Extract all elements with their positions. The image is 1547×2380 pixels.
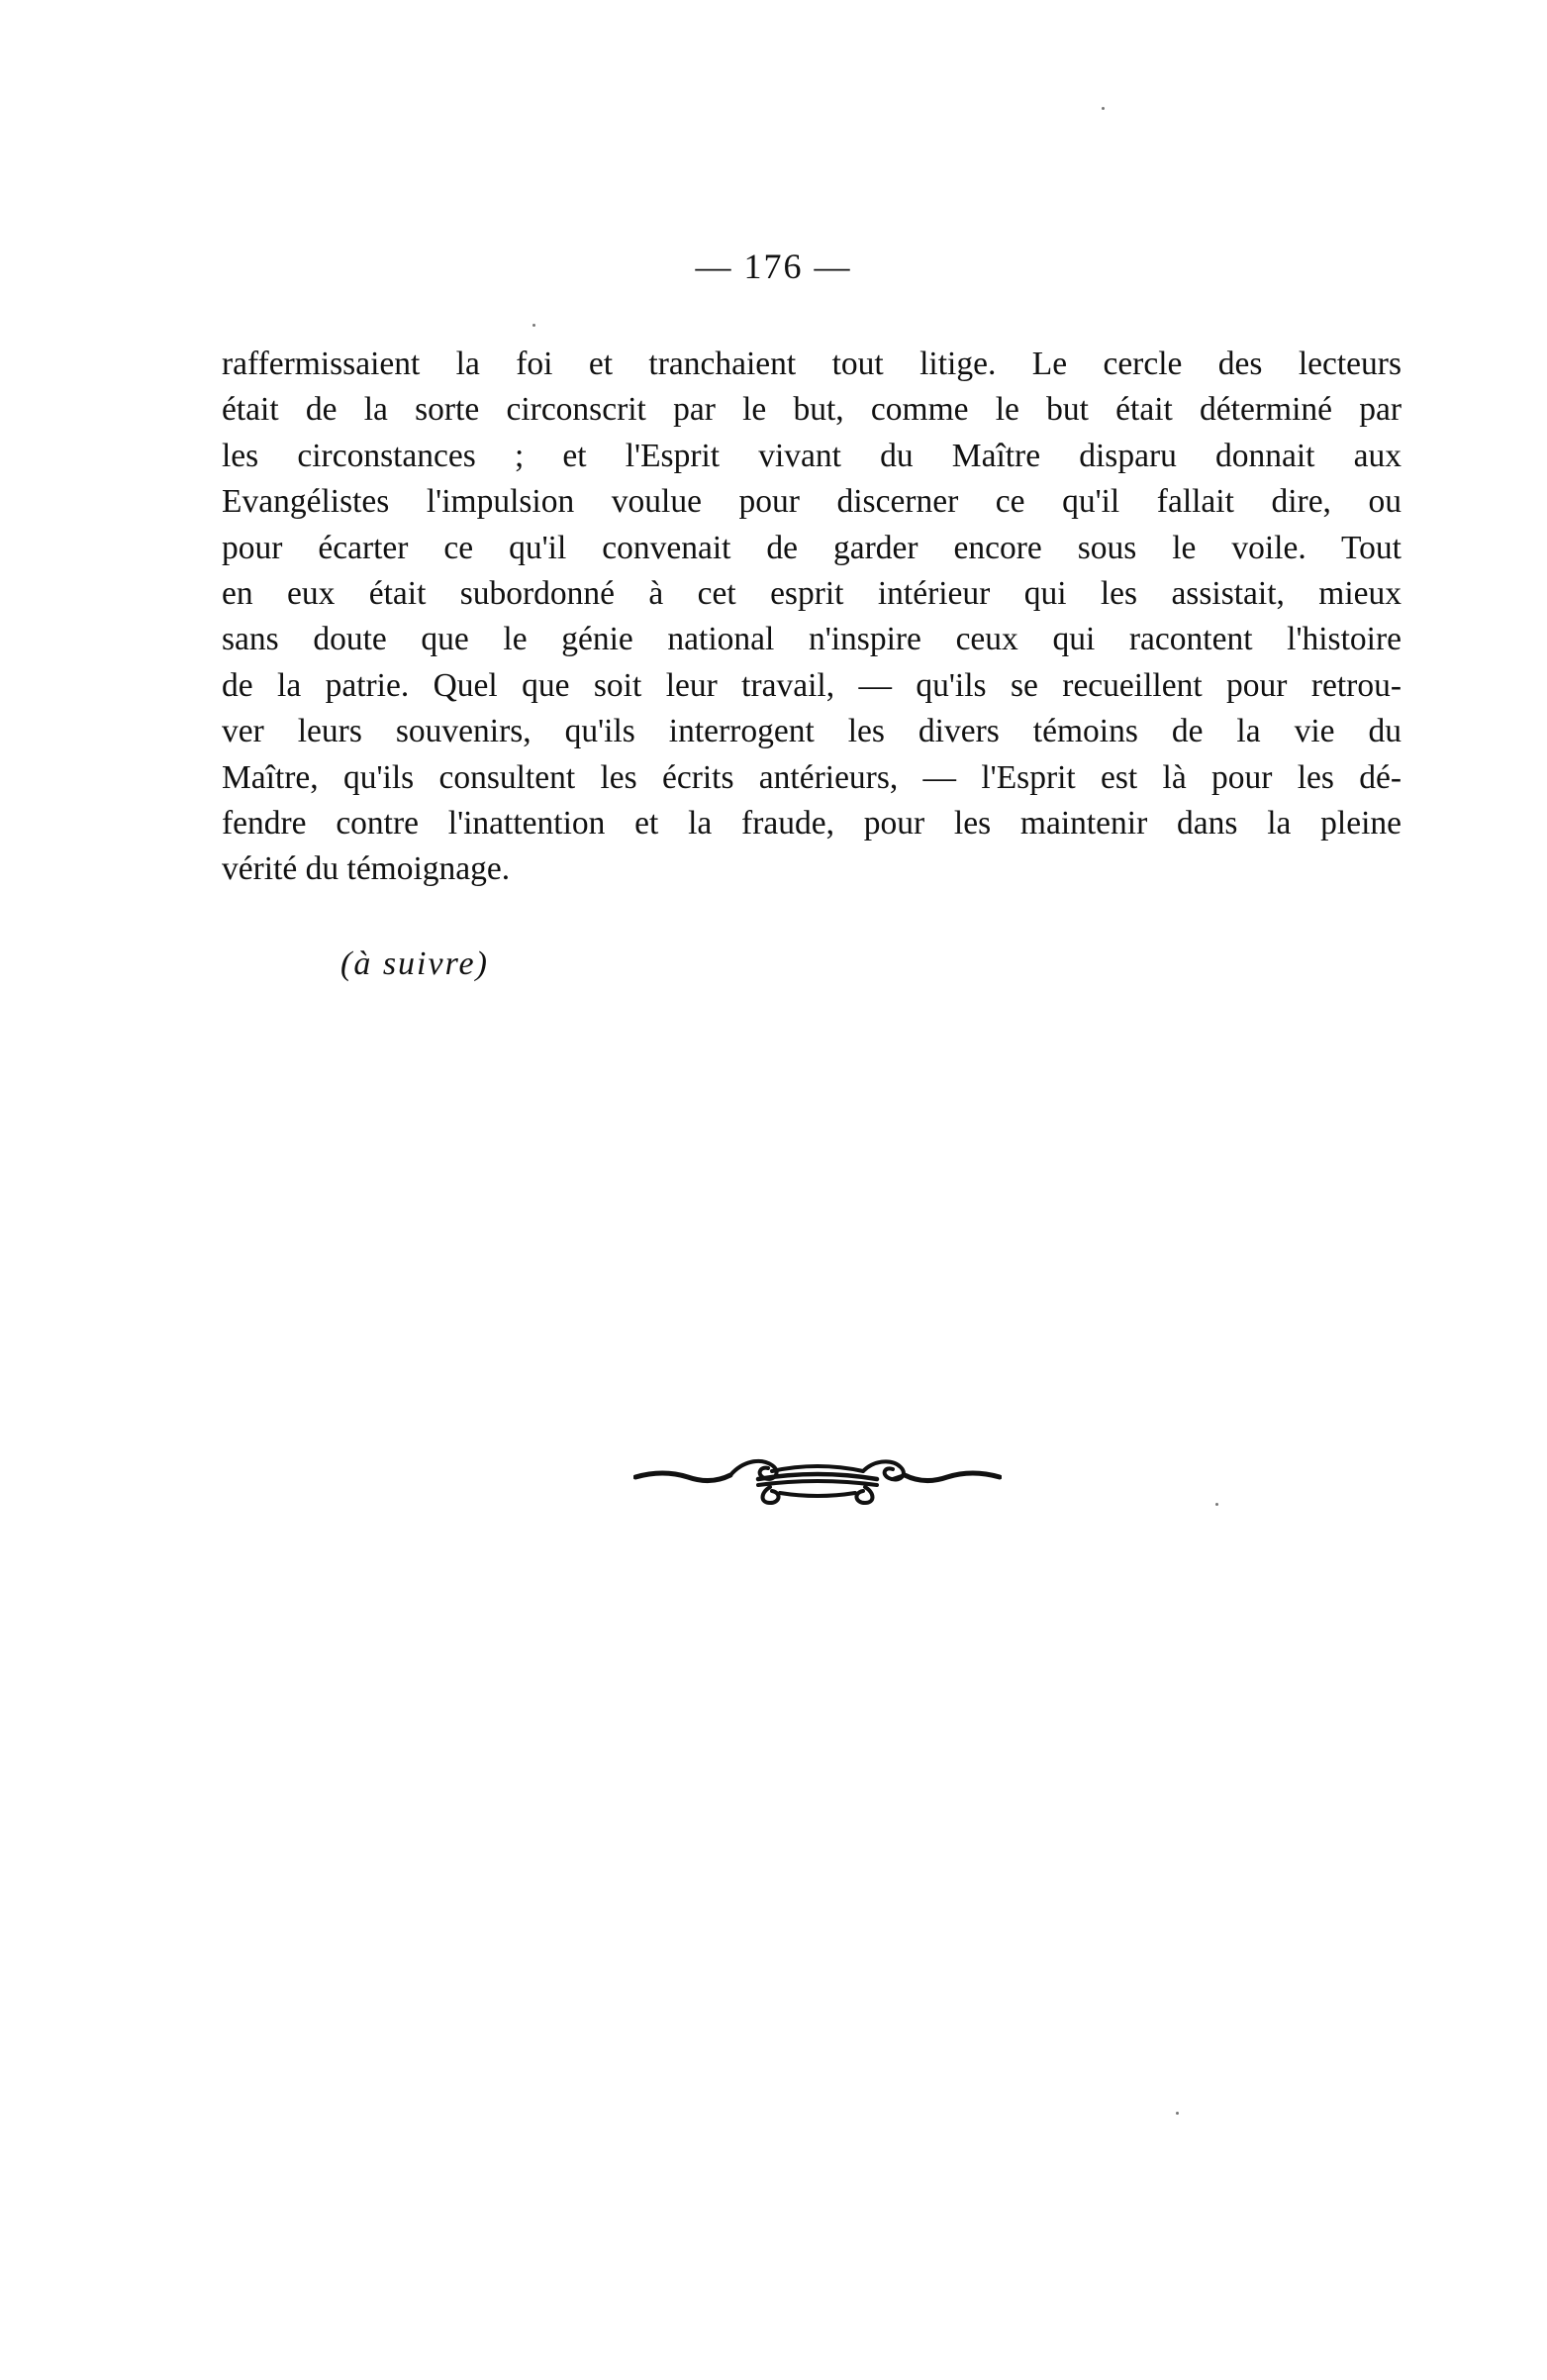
- text-line: était de la sorte circonscrit par le but, comme le but était déterminé par: [222, 391, 1402, 429]
- text-line: raffermissaient la foi et tranchaient tout litige. Le cercle des lecteurs: [222, 346, 1402, 382]
- print-speck: [1176, 2112, 1179, 2115]
- text-line: Maître, qu'ils consultent les écrits antérieurs, — l'Esprit est là pour les dé-: [222, 758, 1402, 796]
- text-line: sans doute que le génie national n'inspire ceux qui racontent l'histoire: [222, 621, 1402, 658]
- print-speck: [532, 324, 535, 327]
- text-line: Evangélistes l'impulsion voulue pour discerner ce qu'il fallait dire, ou: [222, 483, 1402, 521]
- text-line: de la patrie. Quel que soit leur travail, — qu'ils se recueillent pour retrou-: [222, 666, 1402, 704]
- body-paragraph: [222, 342, 1402, 893]
- continuation-note: (à suivre): [340, 945, 489, 982]
- text-line: vérité du témoignage.: [222, 850, 511, 888]
- text-line: pour écarter ce qu'il convenait de garder encore sous le voile. Tout: [222, 529, 1402, 566]
- text-line: fendre contre l'inattention et la fraude, pour les maintenir dans la pleine: [222, 805, 1402, 843]
- print-speck: [1215, 1503, 1218, 1506]
- print-speck: [1102, 107, 1105, 110]
- scroll-flourish-icon: [633, 1447, 1002, 1507]
- text-line: en eux était subordonné à cet esprit intérieur qui les assistait, mieux: [222, 575, 1402, 613]
- text-line: ver leurs souvenirs, qu'ils interrogent les divers témoins de la vie du: [222, 713, 1402, 750]
- text-line: les circonstances ; et l'Esprit vivant du Maître disparu donnait aux: [222, 437, 1402, 474]
- page-number: — 176 —: [695, 247, 852, 286]
